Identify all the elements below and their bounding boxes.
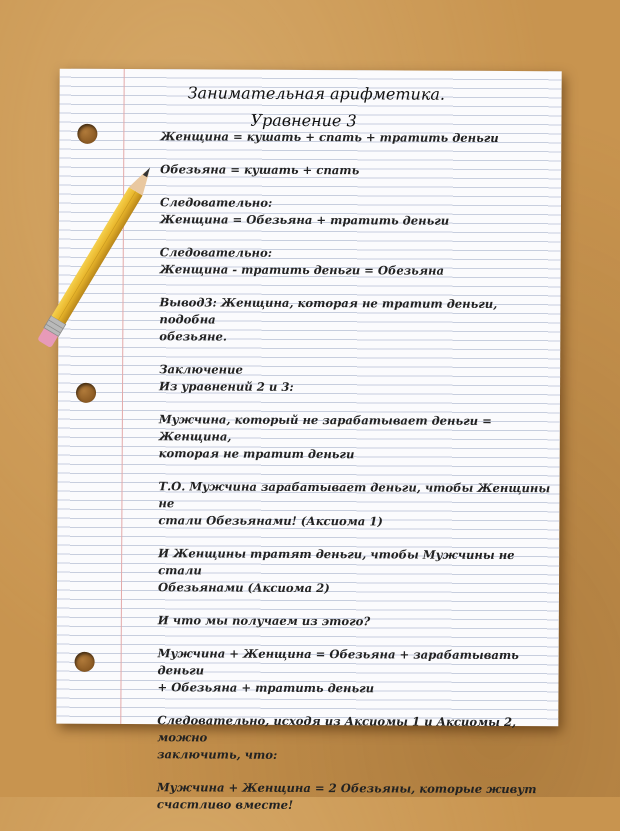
text-line-equation-woman: Женщина = кушать + спать + тратить деньги	[160, 129, 499, 145]
text-line-consequence-1: Следовательно: Женщина = Обезьяна + тратить деньги	[159, 195, 450, 228]
pencil-image	[24, 162, 274, 362]
text-line-man-equation: Мужчина, который не зарабатывает деньги = Женщина, которая не тратит деньги	[158, 412, 492, 462]
punch-hole-middle	[76, 383, 96, 403]
text-line-question: И что мы получаем из этого?	[157, 613, 371, 629]
text-line-therefore: Следовательно, исходя из Аксиомы 1 и Аксиомы 2, можно заключить, что:	[157, 713, 517, 762]
punch-hole-top	[77, 124, 97, 144]
text-line-conclusion-3: Вывод3: Женщина, которая не тратит деньги, подобна обезьяне.	[159, 295, 498, 344]
text-line-sum-equation: Мужчина + Женщина = Обезьяна + зарабатывать деньги + Обезьяна + тратить деньги	[157, 646, 519, 696]
page-title: Занимательная арифметика.	[187, 83, 446, 104]
text-line-axiom-1: Т.О. Мужчина зарабатывает деньги, чтобы Женщины не стали Обезьянами! (Аксиома 1)	[158, 479, 551, 529]
text-line-conclusion-header: Заключение Из уравнений 2 и 3:	[159, 362, 294, 394]
text-line-consequence-2: Следовательно: Женщина - тратить деньги = Обезьяна	[159, 245, 445, 278]
punch-hole-bottom	[75, 652, 95, 672]
text-line-equation-monkey: Обезьяна = кушать + спать	[160, 162, 360, 178]
text-line-final: Мужчина + Женщина = 2 Обезьяны, которые живут счастливо вместе!	[156, 780, 537, 812]
page-subtitle: Уравнение 3	[250, 110, 357, 131]
text-line-axiom-2: И Женщины тратят деньги, чтобы Мужчины не стали Обезьянами (Аксиома 2)	[157, 546, 515, 596]
